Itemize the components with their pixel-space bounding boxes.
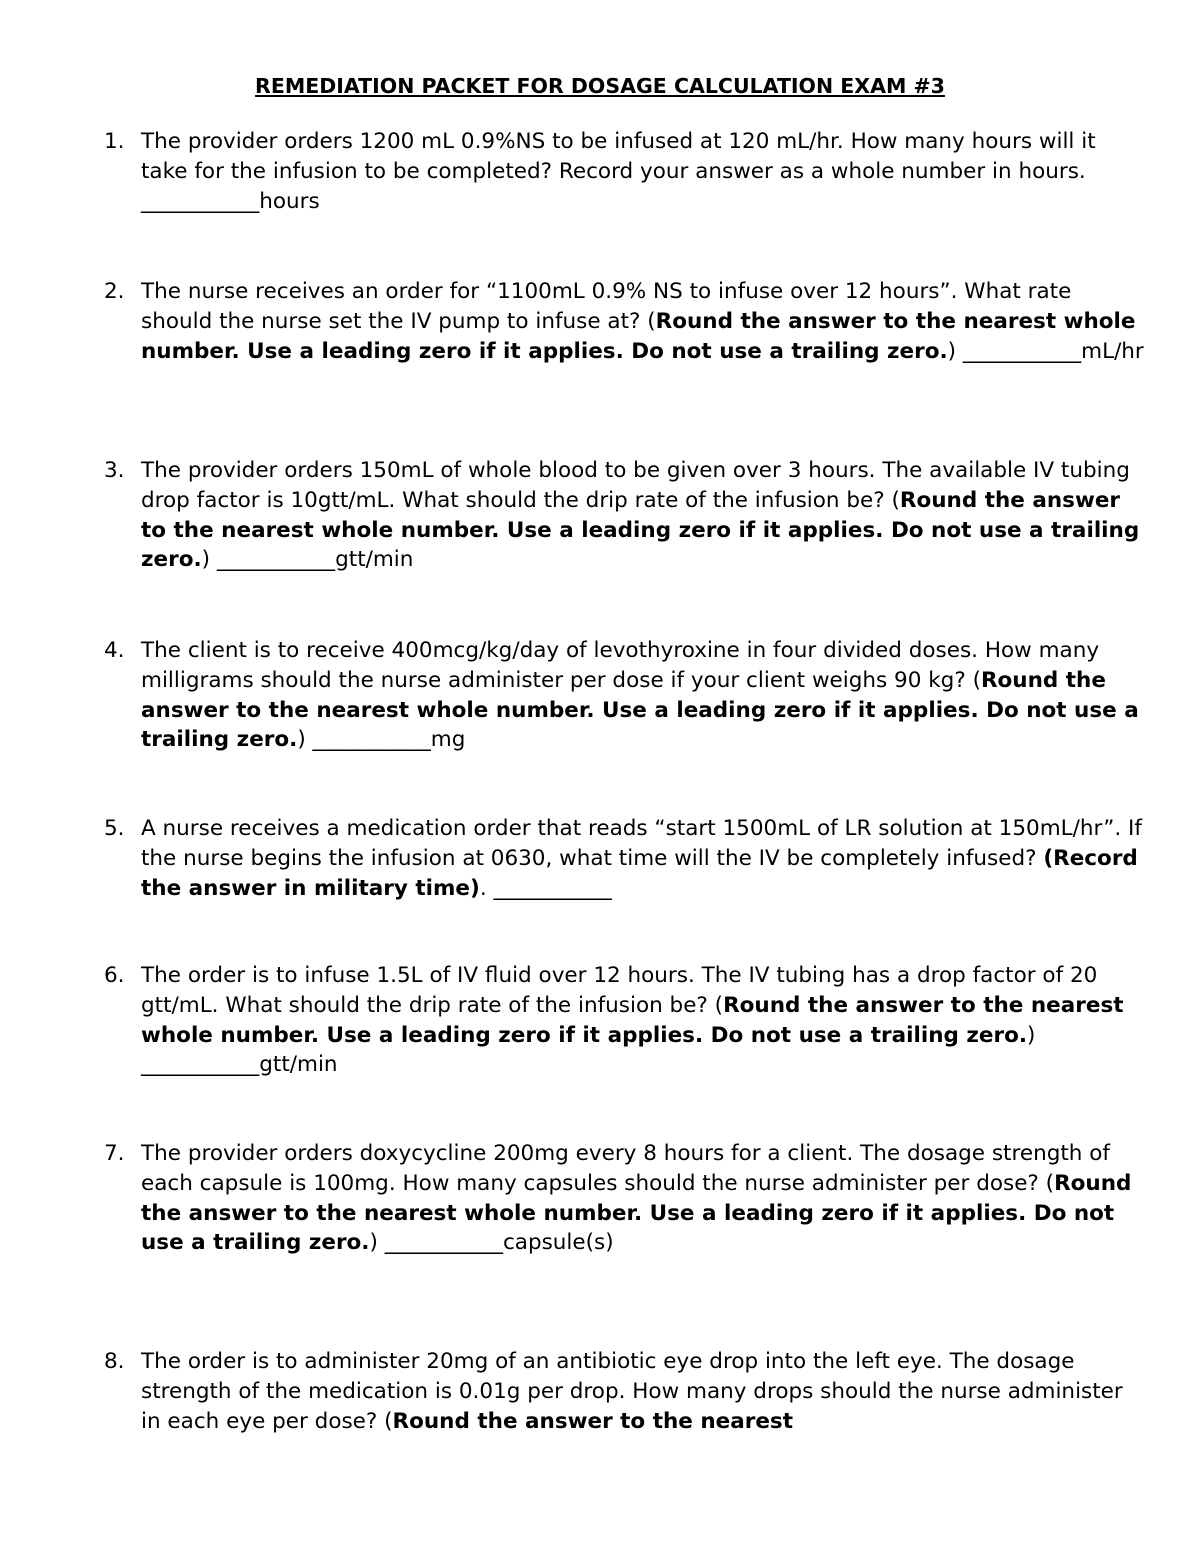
question-number: 3. [104, 458, 125, 483]
question-6 [104, 961, 1144, 1080]
answer-blank: ) ___________mg [297, 727, 466, 753]
question-text [141, 1139, 1144, 1258]
question-text-part: The nurse receives an order for “1100mL 0.9% NS to infuse over 12 hours”. What rate should the nurse set the IV pump to infuse at? ( [141, 279, 1072, 334]
question-text-part: The provider orders 1200 mL 0.9%NS to be infused at 120 mL/hr. How many hours will it take for the infusion to be completed? Record your answer as a whole number in hours. ___________hours [141, 129, 1096, 214]
question-number: 2. [104, 279, 125, 304]
question-1 [104, 127, 1144, 216]
question-2 [104, 277, 1144, 366]
question-instruction: (Record the answer in military time) [141, 845, 1138, 901]
question-text [141, 127, 1144, 216]
question-text-part: The provider orders doxycycline 200mg every 8 hours for a client. The dosage strength of each capsule is 100mg. How many capsules should the nurse administer per dose? ( [141, 1141, 1110, 1196]
answer-blank: . ___________ [479, 875, 612, 901]
question-number: 8. [104, 1349, 125, 1374]
question-5 [104, 814, 1144, 903]
question-instruction: Round the answer to the nearest whole number. Use a leading zero if it applies. Do not use a trailing zero. [141, 667, 1139, 753]
question-3 [104, 456, 1144, 575]
question-text [141, 961, 1144, 1080]
question-text [141, 636, 1144, 755]
question-text [141, 1347, 1144, 1436]
question-text-part: The order is to administer 20mg of an antibiotic eye drop into the left eye. The dosage strength of the medication is 0.01g per drop. How many drops should the nurse administer in each eye per dose? ( [141, 1349, 1123, 1434]
question-4 [104, 636, 1144, 755]
question-number: 7. [104, 1141, 125, 1166]
question-7 [104, 1139, 1144, 1258]
question-text [141, 277, 1144, 366]
question-instruction: Round the answer to the nearest whole number. Use a leading zero if it applies. Do not use a trailing zero. [141, 1170, 1132, 1256]
question-number: 6. [104, 963, 125, 988]
question-instruction: Round the answer to the nearest whole number. Use a leading zero if it applies. Do not use a trailing zero. [141, 308, 1136, 364]
question-instruction: Round the answer to the nearest whole number. Use a leading zero if it applies. Do not use a trailing zero. [141, 487, 1140, 573]
question-text [141, 456, 1144, 575]
question-number: 4. [104, 638, 125, 663]
question-instruction: Round the answer to the nearest [392, 1408, 793, 1434]
question-text-part: The client is to receive 400mcg/kg/day of levothyroxine in four divided doses. How many milligrams should the nurse administer per dose if your client weighs 90 kg? ( [141, 638, 1100, 693]
answer-blank: ) ___________capsule(s) [369, 1230, 614, 1256]
question-text-part: The order is to infuse 1.5L of IV fluid over 12 hours. The IV tubing has a drop factor of 20 gtt/mL. What should the drip rate of the infusion be? ( [141, 963, 1098, 1018]
question-instruction: Round the answer to the nearest whole number. Use a leading zero if it applies. Do not use a trailing zero. [141, 992, 1124, 1048]
answer-blank: ) ___________gtt/min [201, 547, 414, 573]
question-text-part: The provider orders 150mL of whole blood to be given over 3 hours. The available IV tubing drop factor is 10gtt/mL. What should the drip rate of the infusion be? ( [141, 458, 1130, 513]
question-number: 5. [104, 816, 125, 841]
answer-blank: ) ___________mL/hr [947, 338, 1144, 364]
question-8 [104, 1347, 1144, 1436]
answer-blank: ) ___________gtt/min [141, 1022, 1036, 1078]
question-text [141, 814, 1144, 903]
question-number: 1. [104, 129, 125, 154]
document-title: REMEDIATION PACKET FOR DOSAGE CALCULATION EXAM #3 [255, 74, 945, 98]
question-text-part: A nurse receives a medication order that reads “start 1500mL of LR solution at 150mL/hr”. If the nurse begins the infusion at 0630, what time will the IV be completely infused? [141, 816, 1142, 871]
